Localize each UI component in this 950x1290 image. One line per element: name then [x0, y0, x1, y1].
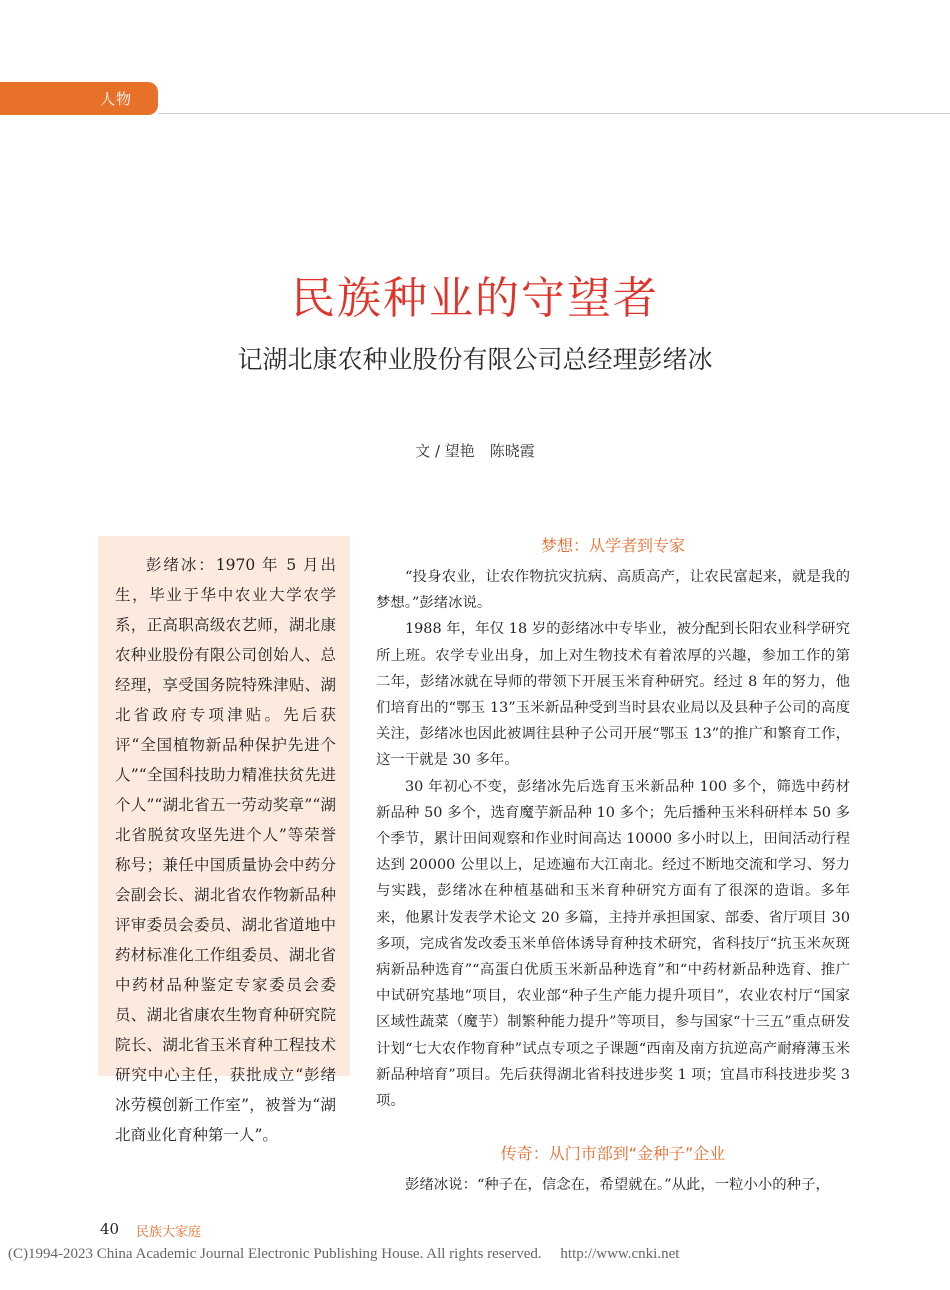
section-tab — [0, 82, 158, 115]
article-title: 民族种业的守望者 — [291, 273, 659, 324]
paragraph: 1988 年，年仅 18 岁的彭绪冰中专毕业，被分配到长阳农业科学研究所上班。农学专业出身，加上对生物技术有着浓厚的兴趣，参加工作的第二年，彭绪冰就在导师的带领下开展玉米育种研究。经过 8 年的努力，他们培育出的“鄂玉 13”玉米新品种受到当时县农业局以及县种子公司的高度关注，彭绪冰也因此被调往县种子公司开展“鄂玉 13”的推广和繁育工作，这一干就是 30 多年。 — [376, 621, 850, 769]
section-tab-label: 人物 — [100, 90, 133, 108]
section1-heading: 梦想：从学者到专家 — [540, 536, 685, 555]
header-rule — [158, 113, 950, 114]
bio-text: 彭绪冰：1970 年 5 月出生，毕业于华中农业大学农学系，正高职高级农艺师，湖北康农种业股份有限公司创始人、总经理，享受国务院特殊津贴、湖北省政府专项津贴。先后获评“全国植物新品种保护先进个人”“全国科技助力精准扶贫先进个人”“湖北省五一劳动奖章”“湖北省脱贫攻坚先进个人”等荣誉称号；兼任中国质量协会中药分会副会长、湖北省农作物新品种评审委员会委员、湖北省道地中药材标准化工作组委员、湖北省中药材品种鉴定专家委员会委员、湖北省康农生物育种研究院院长、湖北省玉米育种工程技术研究中心主任，获批成立“彭绪冰劳模创新工作室”，被誉为“湖北商业化育种第一人”。 — [115, 556, 336, 1144]
byline: 文 / 望艳 陈晓霞 — [415, 442, 535, 460]
article-subtitle: 记湖北康农种业股份有限公司总经理彭绪冰 — [237, 345, 713, 374]
paragraph: “投身农业，让农作物抗灾抗病、高质高产，让农民富起来，就是我的梦想。”彭绪冰说。 — [376, 569, 850, 612]
page-number: 40 — [100, 1220, 120, 1238]
paragraph: 彭绪冰说：“种子在，信念在，希望就在。”从此，一粒小小的种子， — [405, 1177, 830, 1193]
section2-heading: 传奇：从门市部到“金种子”企业 — [500, 1144, 726, 1163]
magazine-name: 民族大家庭 — [136, 1225, 202, 1240]
paragraph: 30 年初心不变，彭绪冰先后选育玉米新品种 100 多个，筛选中药材新品种 50 多个，选育魔芋新品种 10 多个；先后播种玉米科研样本 50 多个季节，累计田间观察和作业时间高达 10000 多小时以上，田间活动行程达到 20000 公里以上，足迹遍布大江南北。经过不断地交流和学习、努力与实践，彭绪冰在种植基础和玉米育种研究方面有了很深的造诣。多年来，他累计发表学术论文 20 多篇，主持并承担国家、部委、省厅项目 30 多项，完成省发改委玉米单倍体诱导育种技术研究，省科技厅“抗玉米灰斑病新品种选育”“高蛋白优质玉米新品种选育”和“中药材新品种选育、推广中试研究基地”项目，农业部“种子生产能力提升项目”，农业农村厅“国家区域性蔬菜（魔芋）制繁种能力提升”等项目，参与国家“十三五”重点研发计划“七大农作物育种”试点专项之子课题“西南及南方抗逆高产耐瘠薄玉米新品种培育”项目。先后获得湖北省科技进步奖 1 项；宜昌市科技进步奖 3 项。 — [376, 778, 850, 1110]
section2 — [376, 1140, 850, 1198]
copyright-line: (C)1994-2023 China Academic Journal Electronic Publishing House. All rights reserved. http://www.cnki.net — [8, 1246, 680, 1262]
bio-box — [98, 536, 350, 1144]
main-column — [376, 532, 850, 1114]
